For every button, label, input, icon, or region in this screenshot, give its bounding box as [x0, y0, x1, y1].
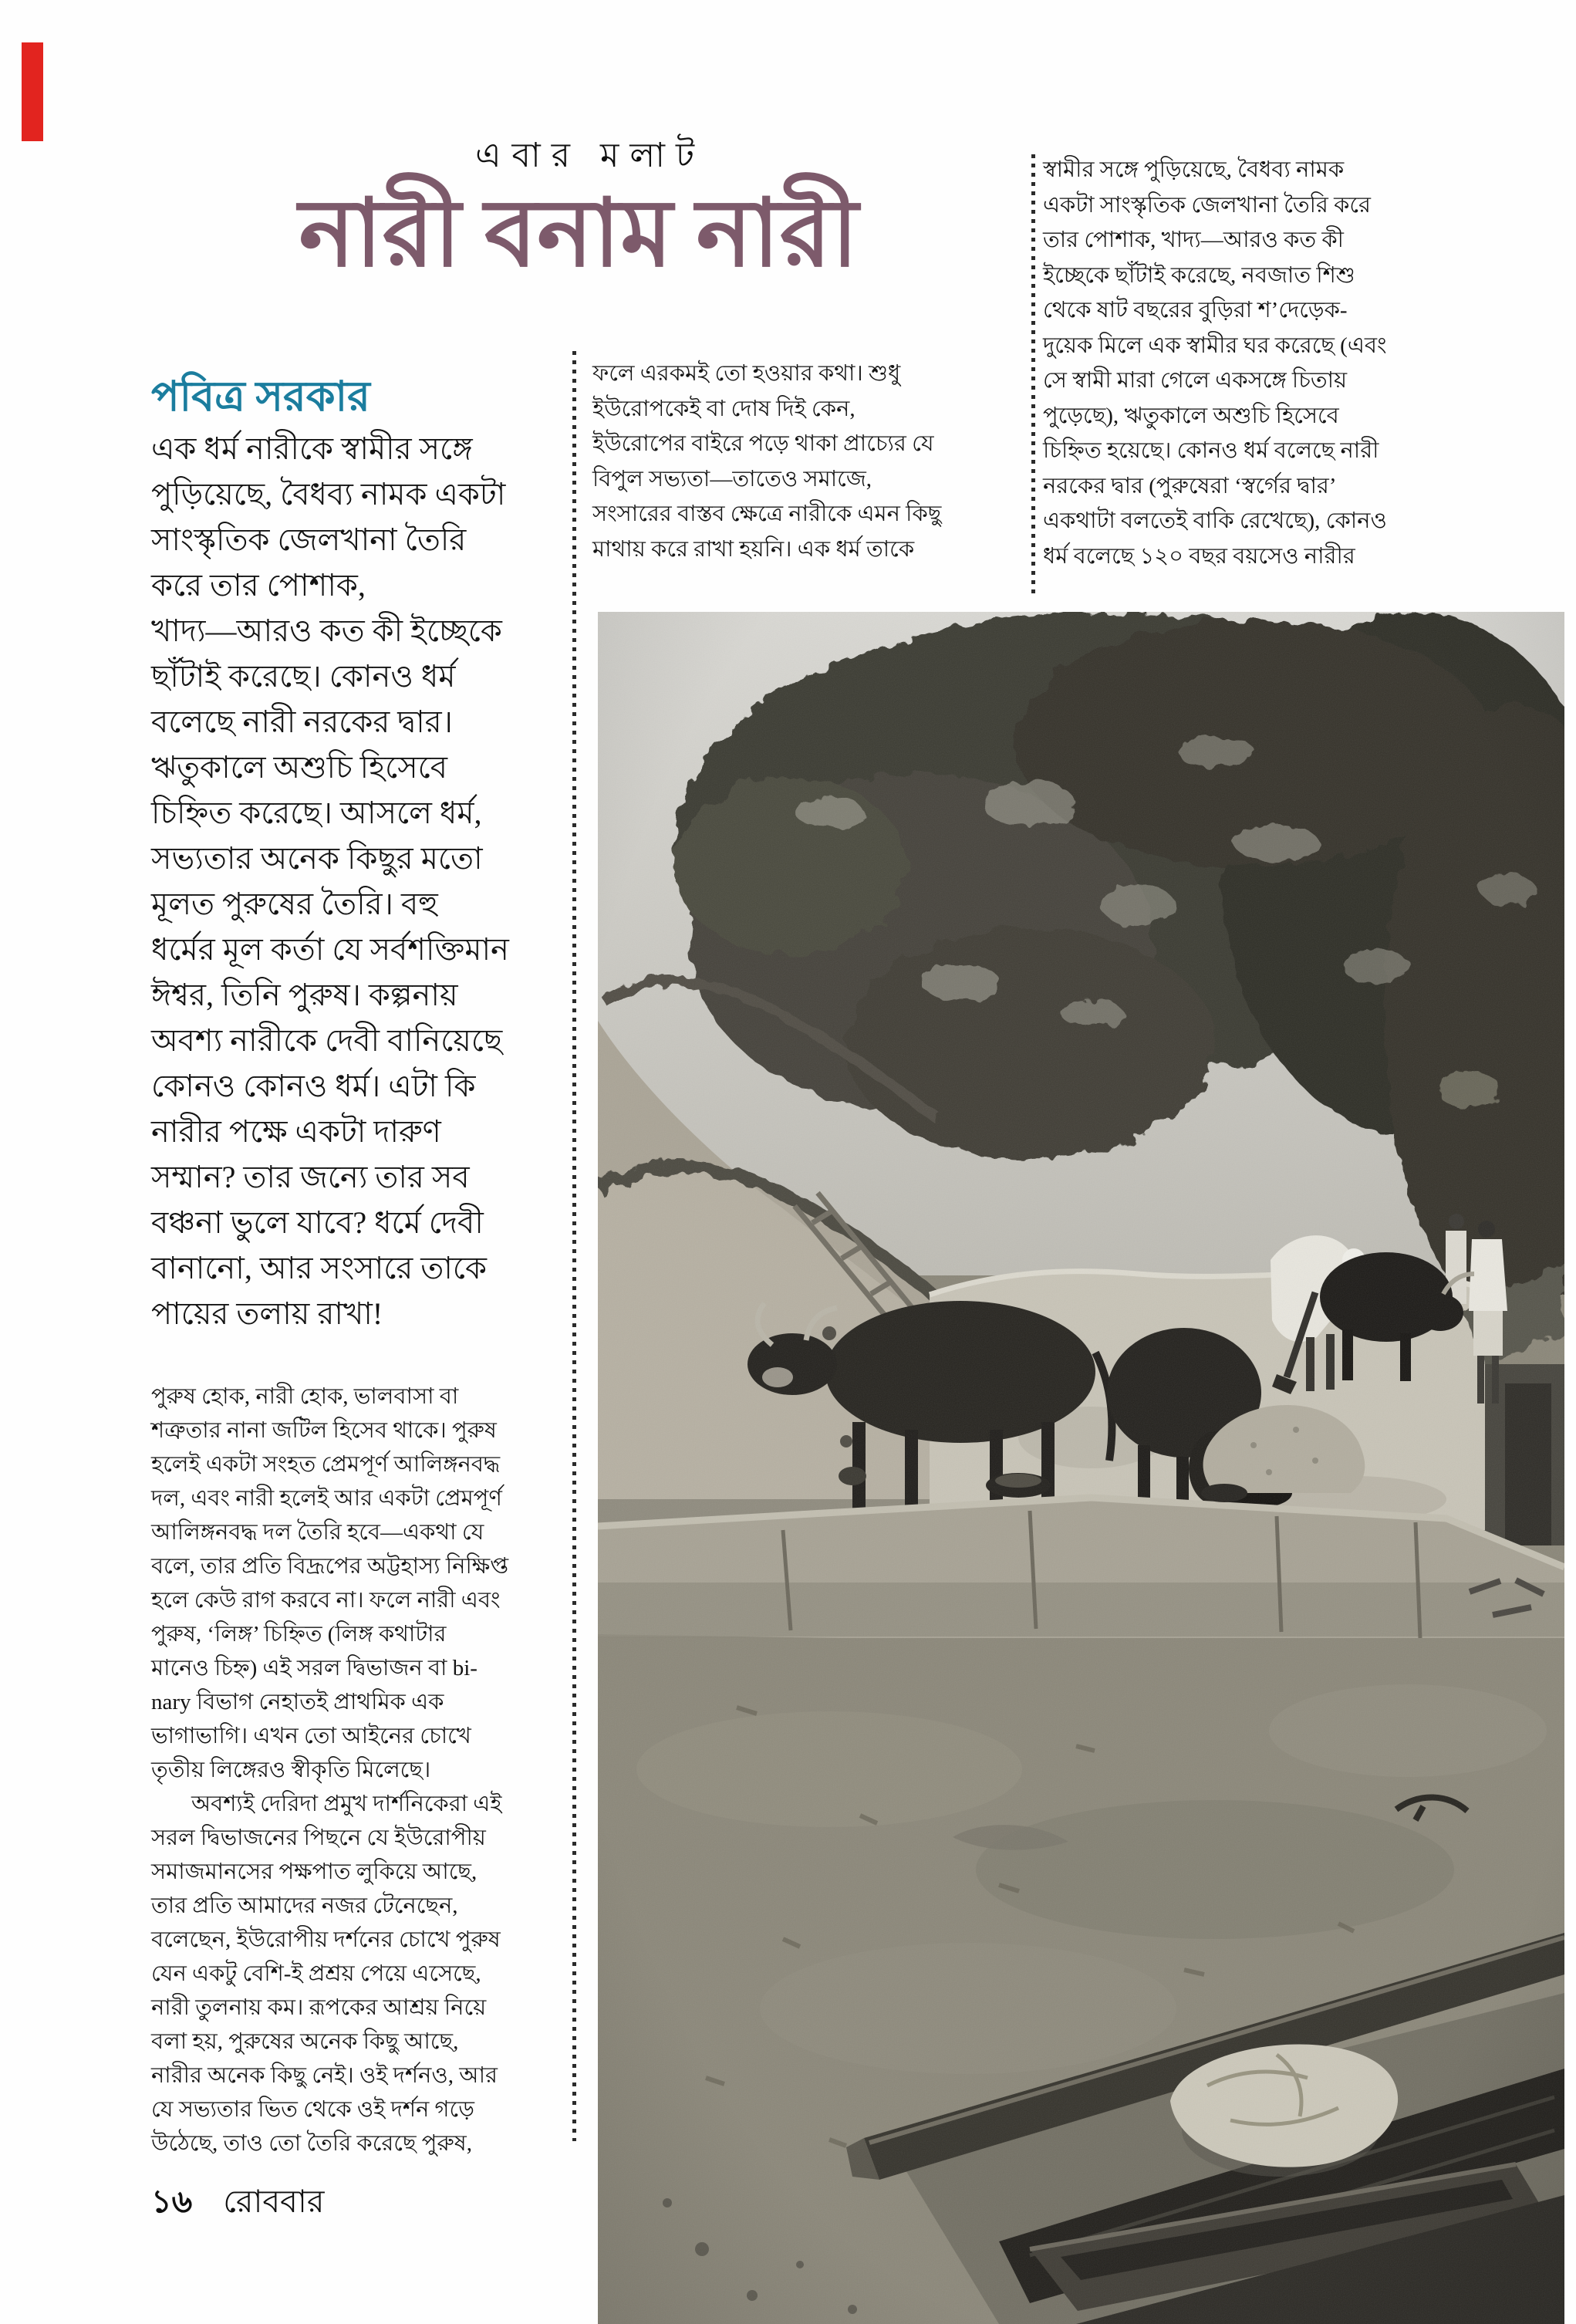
body-line: বলে, তার প্রতি বিদ্রূপের অট্টহাস্য নিক্ষিপ্ত: [151, 1554, 509, 1579]
body-line: একটা সাংস্কৃতিক জেলখানা তৈরি করে: [1043, 192, 1371, 218]
body-line: নারী তুলনায় কম। রূপকের আশ্রয় নিয়ে: [151, 1995, 487, 2020]
body-line: হলে কেউ রাগ করবে না। ফলে নারী এবং: [151, 1588, 501, 1613]
body-line: পুরুষ, ‘লিঙ্গ’ চিহ্নিত (লিঙ্গ কথাটার: [151, 1622, 447, 1647]
lede-line: বলেছে নারী নরকের দ্বার।: [151, 704, 453, 739]
lede-line: কোনও কোনও ধর্ম। এটা কি: [151, 1069, 476, 1103]
body-line: ফলে এরকমই তো হওয়ার কথা। শুধু: [592, 361, 901, 386]
body-line: দুয়েক মিলে এক স্বামীর ঘর করেছে (এবং: [1043, 333, 1387, 358]
body-line: বলা হয়, পুরুষের অনেক কিছু আছে,: [151, 2029, 459, 2054]
lede-line: ছাঁটাই করেছে। কোনও ধর্ম: [151, 659, 456, 694]
article-title: নারী বনাম নারী: [299, 182, 859, 286]
column-divider-left: [572, 351, 576, 2141]
body-line: আলিঙ্গনবদ্ধ দল তৈরি হবে—একথা যে: [151, 1520, 484, 1545]
section-kicker: এবার মলাট: [475, 137, 705, 174]
body-line: উঠেছে, তাও তো তৈরি করেছে পুরুষ,: [151, 2131, 472, 2156]
magazine-name: রোববার: [223, 2184, 325, 2219]
lede-line: এক ধর্ম নারীকে স্বামীর সঙ্গে: [151, 431, 473, 466]
body-line: ইউরোপকেই বা দোষ দিই কেন,: [592, 396, 855, 421]
body-line: যে সভ্যতার ভিত থেকে ওই দর্শন গড়ে: [151, 2097, 474, 2122]
body-line: তার প্রতি আমাদের নজর টেনেছেন,: [151, 1893, 458, 1918]
lede-line: সাংস্কৃতিক জেলখানা তৈরি: [151, 522, 467, 557]
body-line: বিপুল সভ্যতা—তাতেও সমাজে,: [592, 466, 872, 491]
lede-line: ঋতুকালে অশুচি হিসেবে: [151, 750, 447, 785]
body-line: দল, এবং নারী হলেই আর একটা প্রেমপূর্ণ: [151, 1486, 502, 1511]
lede-line: মূলত পুরুষের তৈরি। বহু: [151, 887, 438, 921]
body-line: তৃতীয় লিঙ্গেরও স্বীকৃতি মিলেছে।: [151, 1758, 431, 1782]
body-line: তার পোশাক, খাদ্য—আরও কত কী: [1043, 228, 1344, 252]
body-line: ধর্ম বলেছে ১২০ বছর বয়সেও নারীর: [1043, 543, 1355, 569]
body-line: হলেই একটা সংহত প্রেমপূর্ণ আলিঙ্গনবদ্ধ: [151, 1452, 501, 1477]
middle-column-text: [592, 356, 1024, 567]
body-line: চিহ্নিত হয়েছে। কোনও ধর্ম বলেছে নারী: [1043, 438, 1379, 463]
lede-line: বঞ্চনা ভুলে যাবে? ধর্মে দেবী: [151, 1205, 484, 1240]
body-line: বলেছেন, ইউরোপীয় দর্শনের চোখে পুরুষ: [151, 1927, 501, 1952]
body-line: নারীর অনেক কিছু নেই। ওই দর্শনও, আর: [151, 2063, 498, 2088]
body-line: সমাজমানসের পক্ষপাত লুকিয়ে আছে,: [151, 1860, 478, 1884]
body-line: পুরুষ হোক, নারী হোক, ভালবাসা বা: [151, 1384, 459, 1409]
body-line: সংসারের বাস্তব ক্ষেত্রে নারীকে এমন কিছু: [592, 502, 942, 526]
body-line: ইচ্ছেকে ছাঁটাই করেছে, নবজাত শিশু: [1043, 262, 1355, 288]
lede-line: খাদ্য—আরও কত কী ইচ্ছেকে: [151, 613, 502, 648]
lede-line: সভ্যতার অনেক কিছুর মতো: [151, 841, 483, 876]
body-line: স্বামীর সঙ্গে পুড়িয়েছে, বৈধব্য নামক: [1043, 157, 1345, 182]
lede-line: বানানো, আর সংসারে তাকে: [151, 1251, 487, 1285]
lede-line: নারীর পক্ষে একটা দারুণ: [151, 1114, 441, 1149]
body-line: অবশ্যই দেরিদা প্রমুখ দার্শনিকেরা এই: [191, 1792, 502, 1816]
body-line: ইউরোপের বাইরে পড়ে থাকা প্রাচ্যের যে: [592, 431, 934, 456]
photo-vignette: [598, 612, 1564, 2324]
lede-line: ধর্মের মূল কর্তা যে সর্বশক্তিমান: [151, 932, 509, 967]
body-line: একথাটা বলতেই বাকি রেখেছে), কোনও: [1043, 508, 1387, 533]
lede-line: সম্মান? তার জন্যে তার সব: [151, 1160, 470, 1194]
lede-line: পায়ের তলায় রাখা!: [151, 1296, 383, 1331]
page-footer: [151, 2177, 324, 2231]
red-corner-tab: [22, 42, 43, 141]
right-column-text: [1043, 153, 1490, 574]
body-line: থেকে ষাট বছরের বুড়িরা শ’দেড়েক-: [1043, 298, 1348, 323]
author-name: পবিত্র সরকার: [151, 373, 370, 420]
lede-line: অবশ্য নারীকে দেবী বানিয়েছে: [151, 1023, 503, 1058]
body-line: মানেও চিহ্ন) এই সরল দ্বিভাজন বা bi-: [151, 1656, 478, 1681]
lede-line: চিহ্নিত করেছে। আসলে ধর্ম,: [151, 795, 482, 830]
lede-line: করে তার পোশাক,: [151, 568, 366, 603]
body-line: মাথায় করে রাখা হয়নি। এক ধর্ম তাকে: [592, 536, 915, 562]
body-line: যেন একটু বেশি-ই প্রশ্রয় পেয়ে এসেছে,: [151, 1961, 481, 1986]
lede-line: পুড়িয়েছে, বৈধব্য নামক একটা: [151, 477, 506, 512]
body-line: পুড়েছে), ঋতুকালে অশুচি হিসেবে: [1043, 403, 1339, 428]
body-line: নরকের দ্বার (পুরুষেরা ‘স্বর্গের দ্বার’: [1043, 473, 1337, 498]
page-number: ১৬: [151, 2184, 193, 2219]
lede-line: ঈশ্বর, তিনি পুরুষ। কল্পনায়: [151, 978, 458, 1012]
body-line: ভাগাভাগি। এখন তো আইনের চোখে: [151, 1724, 471, 1748]
column-divider-right: [1031, 154, 1035, 598]
body-line: সে স্বামী মারা গেলে একসঙ্গে চিতায়: [1043, 368, 1348, 393]
body-line: সরল দ্বিভাজনের পিছনে যে ইউরোপীয়: [151, 1826, 486, 1850]
body-line: শত্রুতার নানা জটিল হিসেব থাকে। পুরুষ: [151, 1418, 497, 1443]
village-photo: [598, 612, 1564, 2324]
lede-paragraph: [151, 426, 572, 1336]
left-column-body-text: [151, 1380, 572, 2160]
body-line: nary বিভাগ নেহাতই প্রাথমিক এক: [151, 1690, 444, 1714]
